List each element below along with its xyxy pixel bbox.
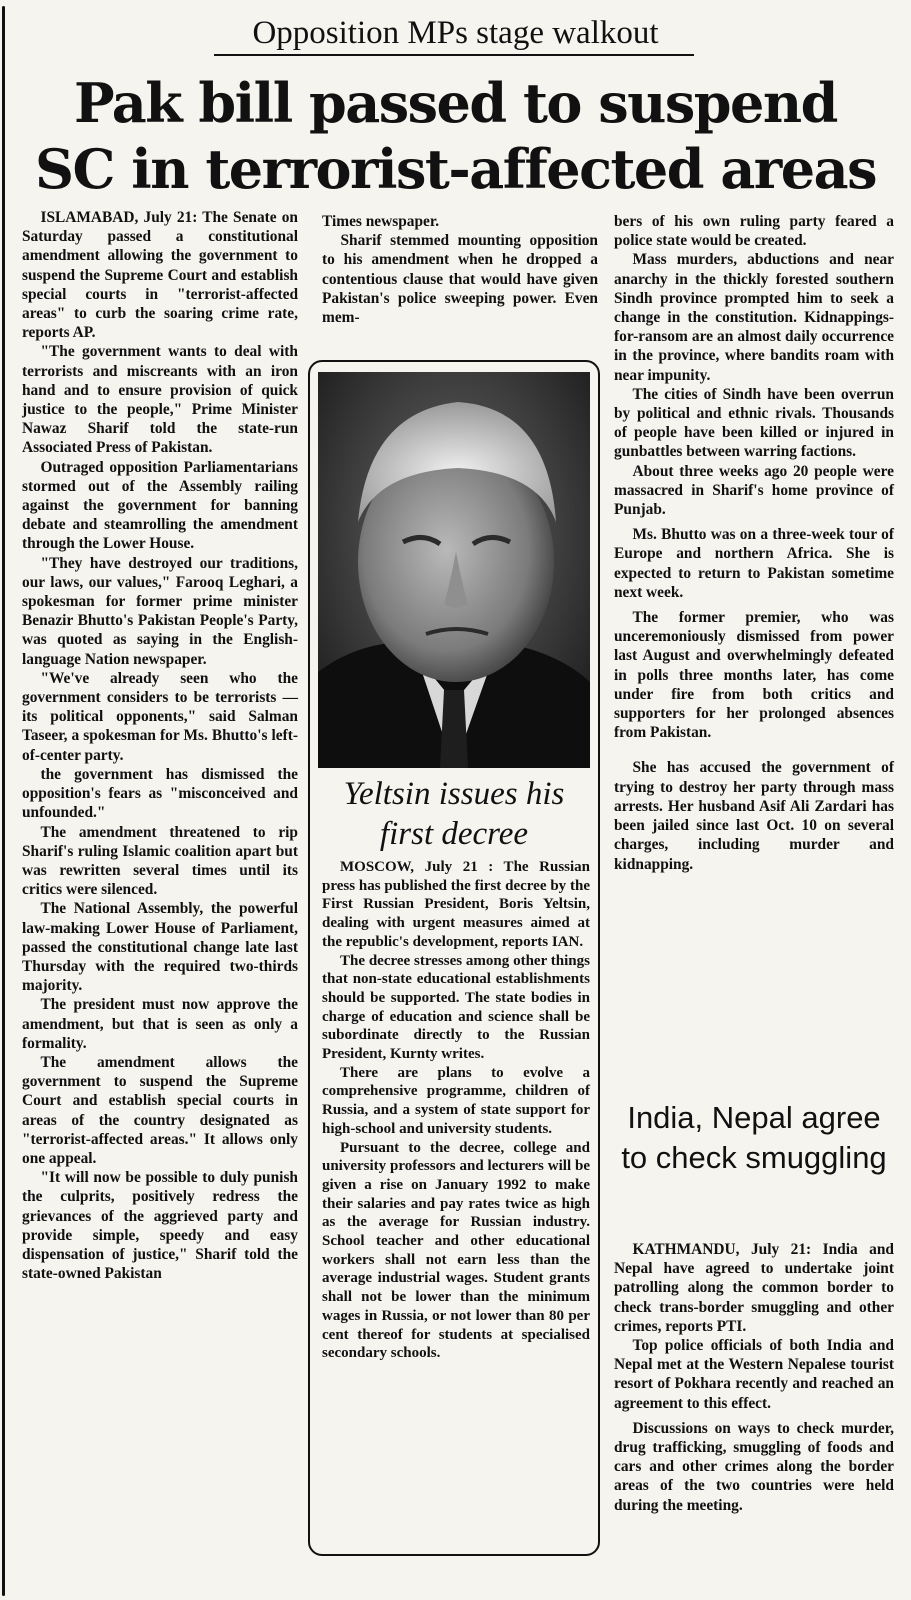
yeltsin-photo-image	[318, 372, 590, 768]
pak-paragraph: Mass murders, abductions and near anarchy in the thickly forested southern Sindh province prompted him to seek a change in the constitution. Kidnappings-for-ransom are an almost daily occurrence in the province, where bandits roam with near impunity.	[614, 251, 894, 384]
pak-paragraph: "The government wants to deal with terrorists and miscreants with an iron hand and to ensure provision of quick justice to the people," Prime Minister Nawaz Sharif told the state-run Associated Press of Pakistan.	[22, 343, 298, 457]
pak-paragraph: The amendment threatened to rip Sharif's ruling Islamic coalition apart but was rewritten several times until its critics were silenced.	[22, 823, 298, 899]
yeltsin-story-body	[322, 858, 590, 1363]
main-headline	[0, 70, 911, 202]
india-paragraph: KATHMANDU, July 21: India and Nepal have agreed to undertake joint patrolling along the common border to check trans-border smuggling and other crimes, reports PTI.	[614, 1241, 894, 1335]
yeltsin-photo	[318, 372, 590, 768]
pak-story-column-1	[22, 208, 298, 1283]
main-headline-line-2: SC in terrorist-affected areas	[34, 137, 877, 201]
pak-paragraph: "They have destroyed our traditions, our laws, our values," Farooq Leghari, a spokesman for former prime minister Benazir Bhutto's Pakistan People's Party, was quoted as saying in the English-language Nation newspaper.	[22, 554, 298, 668]
pak-paragraph: the government has dismissed the opposition's fears as "misconceived and unfounded."	[22, 765, 298, 822]
pak-paragraph: ISLAMABAD, July 21: The Senate on Saturday passed a constitutional amendment allowing the government to suspend the Supreme Court and establish special courts in "terrorist-affected areas" to curb the soaring crime rate, reports AP.	[22, 209, 298, 342]
india-paragraph: Top police officials of both India and Nepal met at the Western Nepalese tourist resort of Pokhara recently and reached an agreement to this effect.	[614, 1337, 894, 1412]
yeltsin-paragraph: MOSCOW, July 21 : The Russian press has published the first decree by the First Russian President, Boris Yeltsin, dealing with urgent measures aimed at the republic's development, reports IAN.	[322, 859, 590, 950]
pak-story-column-3	[614, 212, 894, 874]
india-nepal-story-body	[614, 1240, 894, 1515]
pak-paragraph: The cities of Sindh have been overrun by political and ethnic rivals. Thousands of people have been killed or injured in gunbattles between warring factions.	[614, 385, 894, 461]
india-nepal-headline: India, Nepal agree to check smuggling	[621, 1100, 887, 1175]
kicker-underline	[214, 54, 694, 56]
pak-paragraph: The former premier, who was unceremoniously dismissed from power last August and overwhelmingly defeated in polls three months later, has come under fire from both critics and supporters for her prolonged absences from Pakistan.	[614, 609, 894, 742]
pak-paragraph: Sharif stemmed mounting opposition to his amendment when he dropped a contentious clause that would have given Pakistan's police sweeping power. Even mem-	[322, 232, 598, 327]
main-headline-line-1: Pak bill passed to suspend	[74, 71, 837, 135]
yeltsin-paragraph: The decree stresses among other things that non-state educational establishments should be supported. The state bodies in charge of education and science shall be subordinate directly to the Russian President, Kurnty writes.	[322, 952, 590, 1063]
pak-paragraph: About three weeks ago 20 people were massacred in Sharif's home province of Punjab.	[614, 462, 894, 519]
pak-paragraph: Outraged opposition Parliamentarians stormed out of the Assembly railing against the government for banning debate and steamrolling the amendment through the Lower House.	[22, 458, 298, 553]
pak-paragraph: "It will now be possible to duly punish the culprits, positively redress the grievances of the aggrieved party and provide simple, speedy and easy dispensation of justice," Sharif told the state-owned Pakistan	[22, 1169, 298, 1283]
pak-paragraph: Times newspaper.	[322, 213, 440, 230]
yeltsin-paragraph: There are plans to evolve a comprehensive programme, children of Russia, and a system of state support for high-school and university students.	[322, 1064, 590, 1137]
yeltsin-headline: Yeltsin issues his first decree	[343, 776, 565, 852]
left-border-rule	[2, 6, 5, 1596]
yeltsin-paragraph: Pursuant to the decree, college and university professors and lecturers will be given a rise on January 1992 to make their salaries and pay rates twice as high as the average for Russian industry. School teacher and other educational workers shall not earn less than the average industrial wages. Student grants shall not be lower than the minimum wages in Russia, or not lower than 80 per cent thereof for students at specialised secondary schools.	[322, 1139, 590, 1362]
pak-paragraph: She has accused the government of trying to destroy her party through mass arrests. Her husband Asif Ali Zardari has been jailed since last Oct. 10 on several charges, including murder and kidnapping.	[614, 759, 894, 873]
pak-paragraph: The president must now approve the amendment, but that is seen as only a formality.	[22, 996, 298, 1052]
pak-paragraph: The National Assembly, the powerful law-making Lower House of Parliament, passed the constitutional change late last Thursday with the required two-thirds majority.	[22, 900, 298, 995]
pak-story-column-2	[322, 212, 598, 327]
india-paragraph: Discussions on ways to check murder, drug trafficking, smuggling of foods and cars and other crimes along the border areas of the two countries were held during the meeting.	[614, 1419, 894, 1514]
pak-paragraph: Ms. Bhutto was on a three-week tour of Europe and northern Africa. She is expected to return to Pakistan sometime next week.	[614, 526, 894, 601]
pak-paragraph: The amendment allows the government to suspend the Supreme Court and establish special courts in areas of the country designated as "terrorist-affected areas." It allows only one appeal.	[22, 1053, 298, 1167]
kicker: Opposition MPs stage walkout	[252, 15, 659, 51]
pak-paragraph: "We've already seen who the government considers to be terrorists — its political opponents," said Salman Taseer, a spokesman for Ms. Bhutto's left-of-center party.	[22, 669, 298, 764]
pak-paragraph: bers of his own ruling party feared a police state would be created.	[614, 213, 894, 250]
